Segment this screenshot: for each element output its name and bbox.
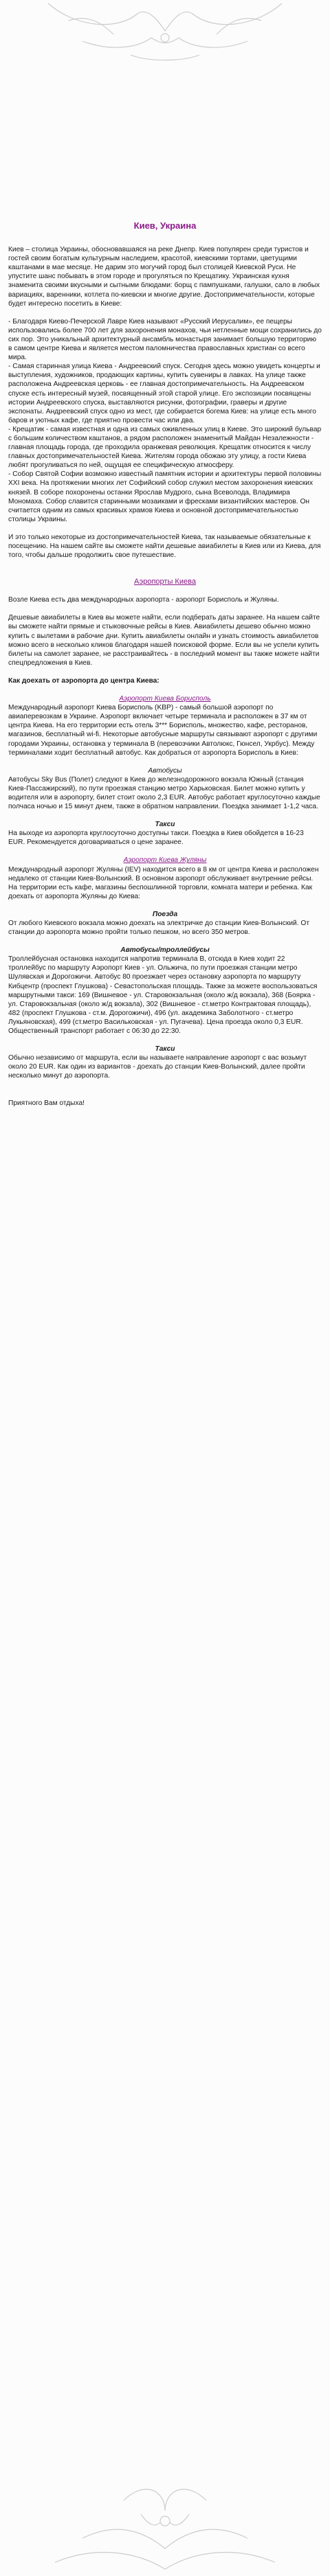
intro-paragraph: Киев – столица Украины, обосновавшаяся на реке Днепр. Киев популярен среди туристов и гостей своим богатым культурным наследием, красотой, киевскими тортами, цветущими каштанами в мае месяце. Не дарим это могучий город был столицей Киевской Руси. Не упустите шанс побывать в этом городе и прогуляться по Крещатику. Украинская кухня знаменита своими вкусными и сытными блюдами: борщ с пампушками, галушки, сало в любых вариациях, варенники, котлета по-киевски и многие другие. Достопримечательности, которые будет интересно посетить в Киеве: xyxy=(8,246,320,308)
taxi-heading: Такси xyxy=(155,821,175,829)
boryspil-heading-link[interactable]: Аэропорт Киева Борисполь xyxy=(119,695,211,703)
bus-heading: Автобусы xyxy=(148,766,182,775)
boryspil-text: Международный аэропорт Киева Борисполь (KBP) - самый большой аэропорт по авиаперевозкам в Украине. Аэропорт включает четыре терминала и расположен в 37 км от центра Киева. На его территории есть отель 3*** Борисполь, множество, кафе, ресторанов, магазинов, бесплатный wi-fi. Некоторые автобусные маршруты связывают аэропорт с другими городами Украины, остановка у терминала В (перевозчики Автолюкс, Гюнсел, Укрбус). Между терминалами ходит бесплатный автобус. Как добраться от аэропорта Борисполь в Киев: xyxy=(8,704,318,757)
howto-heading: Как доехать от аэропорта до центра Киева: xyxy=(8,676,160,685)
airports-intro: Возле Киева есть два международных аэропорта - аэропорт Борисполь и Жуляны. xyxy=(8,596,279,604)
closing-paragraph: И это только некоторые из достопримечательностей Киева, так называемые обязательные к посещению. На нашем сайте вы сможете найти дешевые авиабилеты в Киев или из Киева, для того, чтобы дальше продолжить свое путешествие. xyxy=(8,533,321,560)
attraction-andriyivskyy: - Самая старинная улица Киева - Андреевский спуск. Сегодня здесь можно увидеть концерты и выступления, художников, продающих картины, купить сувениры в лавках. На улице также расположена Андреевская церковь - ее главная достопримечательность. На Андреевском спуске есть интересный музей, посвященный этой старой улице. Его экспозиции посвящены истории Андреевского спуска, выставляются рисунки, фотографии, граверы и другие экспонаты. Андреевский спуск одно из мест, где собирается богема Киев: на улице есть много баров и уютных кафе, где приятно провести час или два. xyxy=(8,363,320,424)
bus-text: Автобусы Sky Bus (Полет) следуют в Киев до железнодорожного вокзала Южный (станция Киев-Пассажирский), по пути проезжая станцию метро Харьковская. Билет можно купить у водителя или в аэропорту, билет стоит около 2,3 EUR. Автобус работает круглосуточно каждые полчаса ночью и 15 минут днем, также в обратном направлении. Поездка занимает 1-1,2 часа. xyxy=(8,775,320,811)
page-title: Киев, Украина xyxy=(133,220,197,231)
attraction-lavra: - Благодаря Киево-Печерской Лавре Киев называют «Русский Иерусалим», ее пещеры использовались более 700 лет для захоронения монахов, чьи нетленные мощи сохранились до сих пор. Это уникальный архитектурный ансамбль монастыря занимает большую территорию в самом центре Киева и является местом паломничества православных христиан со всего мира. xyxy=(8,317,322,362)
airports-heading-link[interactable]: Аэропорты Киева xyxy=(134,578,196,586)
zhuliany-text: Международный аэропорт Жуляны (IEV) находится всего в 8 км от центра Киева и расположен недалеко от станции Киев-Волынский. В основном аэропорт обслуживает внутренние рейсы. На территории есть кафе, магазины беспошлинной торговли, комната матери и ребенка. Как доехать от аэропорта Жуляны до Киева: xyxy=(8,865,319,900)
attraction-sofia: - Собор Святой Софии возможно известный памятник истории и архитектуры первой половины XXI века. На протяжении многих лет Софийский собор служил местом захоронения киевских князей. В соборе похоронены останки Ярослав Мудрого, сына Всеволода, Владимира Мономаха. Собор славится старинными мозаиками и фресками византийских мастеров. Он считается одним из самых красивых храмов Киева и основной достопримечательностью столицы Украины. xyxy=(8,470,322,523)
farewell-text: Приятного Вам отдыха! xyxy=(8,1099,85,1107)
bottom-ornament xyxy=(0,2473,330,2576)
zhuliany-heading-link[interactable]: Аэропорт Киева Жуляны xyxy=(123,856,207,865)
attraction-khreshchatyk: - Крещатик - самая известная и одна из самых оживленных улиц в Киеве. Это широкий бульвар с большим количеством каштанов, а рядом расположен знаменитый Майдан Незалежности - главная площадь города, где проходила оранжевая революция. Крещатик относится к числу главных достопримечательностей Киева. Жителям города обожаю эту улицу, а гости Киева любят прогуливаться по ней, ощущая ее специфическую атмосферу. xyxy=(8,425,322,470)
airports-tickets: Дешевые авиабилеты в Киев вы можете найти, если подберать даты заранее. На нашем сайте вы сможете найти прямые и стыковочные рейсы в Киев. Авиабилеты дешево обычно можно купить с вылетами в рабочие дни. Купить авиабилеты онлайн и узнать стоимость авиабилетов можно всего в несколько кликов благодаря нашей поисковой форме. Если вы не успели купить билеты на самолет заранее, не расстраивайтесь - в последний момент вы также можете найти спецпредложения в Киев. xyxy=(8,614,320,667)
taxi-text: На выходе из аэропорта круглосуточно доступны такси. Поездка в Киев обойдется в 16-23 EUR. Рекомендуется договариваться о цене заранее. xyxy=(8,830,304,847)
top-ornament xyxy=(0,0,330,65)
trolley-heading: Автобусы/троллейбусы xyxy=(120,946,210,955)
trolley-text: Троллейбусная остановка находится напротив терминала В, отсюда в Киев ходит 22 троллейбус по маршруту Аэропорт Киев - ул. Ольжича, по пути проезжая станции метро Шулявская и Дорогожичи. Автобус 80 проезжает через остановку аэропорта по маршруту Кибцентр (проспект Глушкова) - Севастопольская площадь. Также за можете воспользоваться маршрутными такси: 169 (Вишневое - ул. Старовокзальная (около ж/д вокзала), 368 (Боярка - ул. Старовокзальная (около ж/д вокзала), 302 (Вишневое - ст.метро Контрактовая площадь), 482 (проспект Глушкова - ст.м. Дорогожичи), 496 (ул. академика Заболотного - ст.метро Лукьяновская), 499 (ст.метро Васильковская - ул. Пугачева). Цена проезда около 0,3 EUR. Общественный транспорт работает с 06:30 до 22:30. xyxy=(8,955,318,1036)
train-heading: Поезда xyxy=(152,910,178,918)
train-text: От любого Киевского вокзала можно доехать на электричке до станции Киев-Волынский. От станции до аэропорта можно пройти только пешком, но всего 350 метров. xyxy=(8,920,309,937)
taxi2-heading: Такси xyxy=(155,1045,175,1053)
taxi2-text: Обычно независимо от маршрута, если вы называете направление аэропорт с вас возьмут около 20 EUR. Как один из вариантов - доехать до станции Киев-Волынский, далее пройти несколько минут до аэропорта. xyxy=(8,1054,307,1080)
article xyxy=(8,221,322,1108)
